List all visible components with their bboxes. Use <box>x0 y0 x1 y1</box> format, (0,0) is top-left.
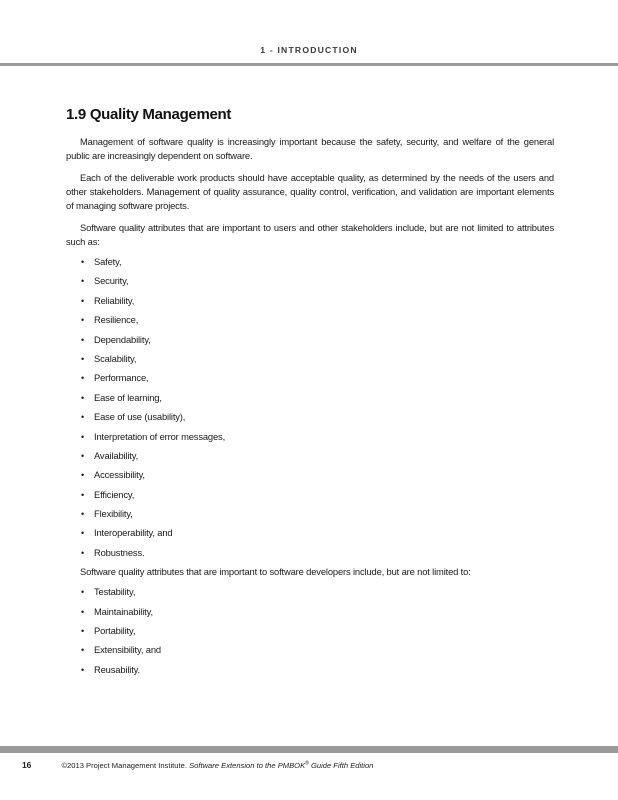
list-item: • Scalability, <box>81 352 137 364</box>
bullet-icon: • <box>81 547 85 558</box>
list-item: • Robustness. <box>81 546 145 558</box>
paragraph-4: Software quality attributes that are important to software developers include, but are not limited to: <box>80 566 471 578</box>
paragraph-2: Each of the deliverable work products should have acceptable quality, as determined by the needs of the users and other stakeholders. Management of quality assurance, quality control, verification, and validation are important elements of managing software projects. <box>66 172 554 211</box>
paragraph-1: Management of software quality is increasingly important because the safety, security, and welfare of the general public are increasingly dependent on software. <box>66 136 554 161</box>
registered-mark: ® <box>305 760 309 767</box>
bullet-icon: • <box>81 645 85 656</box>
page-content <box>66 108 554 682</box>
list-item: • Reusability. <box>81 663 140 675</box>
list-item: • Interoperability, and <box>81 527 173 539</box>
bullet-icon: • <box>81 626 85 637</box>
list-item: • Ease of learning, <box>81 391 162 403</box>
bullet-icon: • <box>81 353 85 364</box>
list-item: • Accessibility, <box>81 469 145 481</box>
bullet-icon: • <box>81 606 85 617</box>
bullet-icon: • <box>81 431 85 442</box>
page-number: 16 <box>22 760 32 770</box>
bullet-icon: • <box>81 276 85 287</box>
copyright-text: ©2013 Project Management Institute. <box>61 761 187 770</box>
user-attributes-list <box>66 255 554 560</box>
footer-rule <box>0 746 618 753</box>
list-item: • Efficiency, <box>81 488 135 500</box>
section-heading: 1.9 Quality Management <box>66 106 232 123</box>
bullet-icon: • <box>81 509 85 520</box>
bullet-icon: • <box>81 489 85 500</box>
bullet-icon: • <box>81 257 85 267</box>
list-item: • Testability, <box>81 586 136 598</box>
bullet-icon: • <box>81 412 85 423</box>
paragraph-3: Software quality attributes that are important to users and other stakeholders include, but are not limited to attributes such as: <box>66 222 554 247</box>
bullet-icon: • <box>81 470 85 481</box>
page-footer <box>22 760 373 770</box>
bullet-icon: • <box>81 392 85 403</box>
bullet-icon: • <box>81 315 85 326</box>
bullet-icon: • <box>81 295 85 306</box>
bullet-icon: • <box>81 528 85 539</box>
list-item: • Dependability, <box>81 333 151 345</box>
header-rule <box>0 63 618 66</box>
list-item: • Ease of use (usability), <box>81 411 186 423</box>
bullet-icon: • <box>81 664 85 675</box>
bullet-icon: • <box>81 587 85 598</box>
list-item: • Availability, <box>81 449 139 461</box>
running-header: 1 - INTRODUCTION <box>260 45 358 55</box>
list-item: • Resilience, <box>81 314 139 326</box>
bullet-icon: • <box>81 450 85 461</box>
book-title: Software Extension to the PMBOK® Guide Fifth Edition <box>189 760 374 770</box>
list-item: • Performance, <box>81 372 149 384</box>
bullet-icon: • <box>81 373 85 384</box>
list-item: • Portability, <box>81 625 136 637</box>
list-item: • Safety, <box>81 256 122 267</box>
list-item: • Flexibility, <box>81 508 133 520</box>
list-item: • Interpretation of error messages, <box>81 430 226 442</box>
developer-attributes-list <box>66 585 554 677</box>
list-item: • Reliability, <box>81 294 135 306</box>
bullet-icon: • <box>81 334 85 345</box>
list-item: • Extensibility, and <box>81 644 161 656</box>
list-item: • Security, <box>81 275 129 287</box>
list-item: • Maintainability, <box>81 605 153 617</box>
